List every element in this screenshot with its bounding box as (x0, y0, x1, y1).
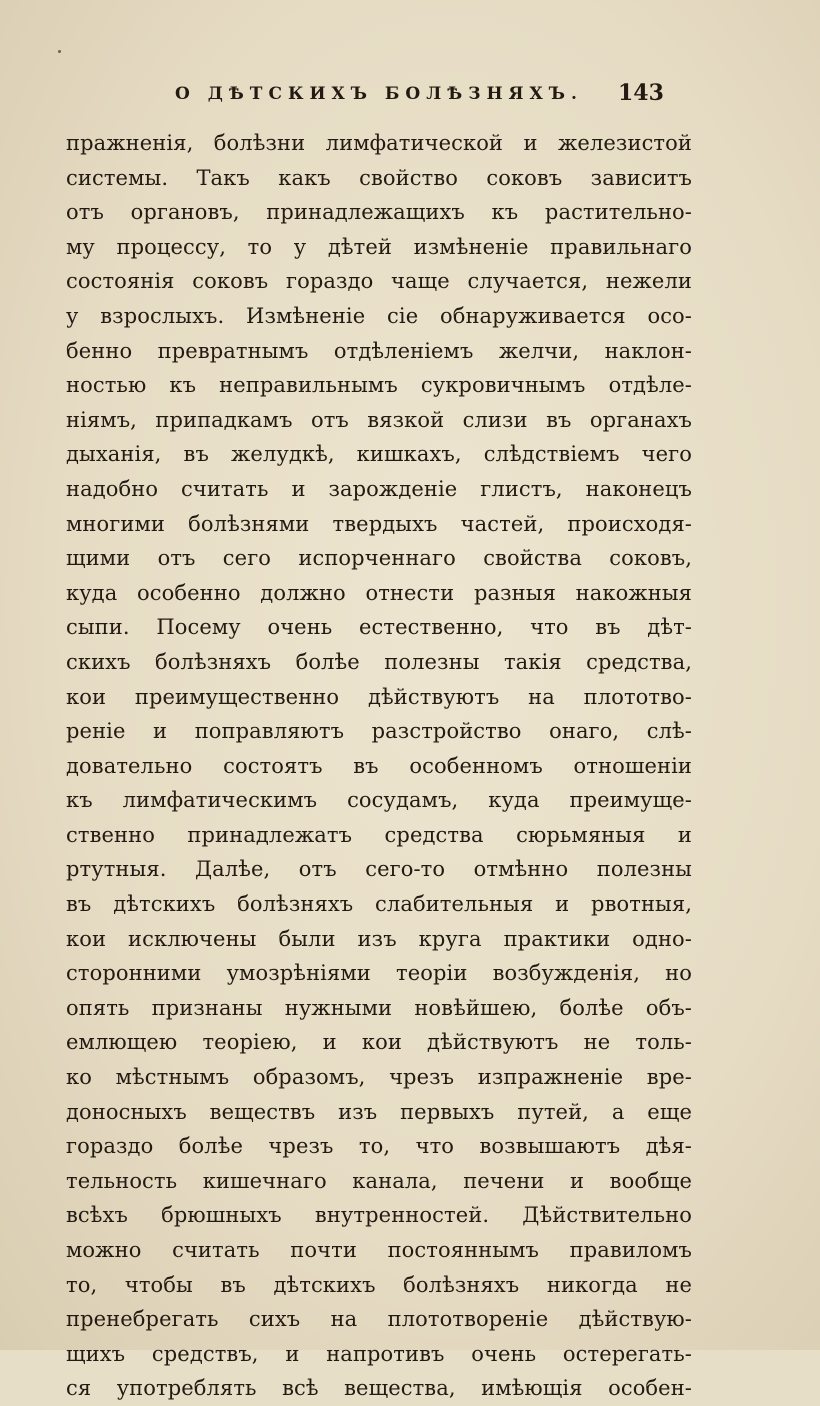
text-line: опять признаны нужными новѣйшею, болѣе объ- (66, 995, 692, 1020)
text-line: къ лимфатическимъ сосудамъ, куда преимуще- (66, 788, 692, 813)
running-title: О ДѢТСКИХЪ БОЛѢЗНЯХЪ. (175, 84, 583, 104)
text-line: то, чтобы въ дѣтскихъ болѣзняхъ никогда не (66, 1272, 692, 1297)
text-line: у взрослыхъ. Измѣненіе сіе обнаруживается осо- (66, 303, 692, 328)
text-line: отъ органовъ, принадлежащихъ къ растительно- (66, 200, 692, 225)
page-number: 143 (618, 80, 664, 106)
text-line: сыпи. Посему очень естественно, что въ дѣт- (66, 615, 692, 640)
text-line: бенно превратнымъ отдѣленіемъ желчи, наклон- (66, 338, 692, 363)
text-line: въ дѣтскихъ болѣзняхъ слабительныя и рвотныя, (66, 892, 692, 917)
text-line: емлющею теоріею, и кои дѣйствуютъ не толь- (66, 1030, 692, 1055)
text-line: дыханія, въ желудкѣ, кишкахъ, слѣдствіемъ чего (66, 442, 692, 467)
text-line: щихъ средствъ, и напротивъ очень остерегать- (66, 1341, 692, 1366)
text-line: системы. Такъ какъ свойство соковъ зависитъ (66, 165, 692, 190)
text-line: ся употреблять всѣ вещества, имѣющія особен- (66, 1376, 692, 1401)
text-line: ственно принадлежатъ средства сюрьмяныя и (66, 822, 692, 847)
text-line: тельность кишечнаго канала, печени и вообще (66, 1168, 692, 1193)
text-line: гораздо болѣе чрезъ то, что возвышаютъ дѣя- (66, 1134, 692, 1159)
text-line: реніе и поправляютъ разстройство онаго, слѣ- (66, 719, 692, 744)
text-line: сторонними умозрѣніями теоріи возбужденія, но (66, 961, 692, 986)
text-line: скихъ болѣзняхъ болѣе полезны такія средства, (66, 649, 692, 674)
text-line: пренебрегать сихъ на плототвореніе дѣйствую- (66, 1307, 692, 1332)
page-header (0, 80, 820, 120)
text-line: доносныхъ веществъ изъ первыхъ путей, а еще (66, 1099, 692, 1124)
text-line: ртутныя. Далѣе, отъ сего-то отмѣнно полезны (66, 857, 692, 882)
text-line: ко мѣстнымъ образомъ, чрезъ изпражненіе вре- (66, 1065, 692, 1090)
text-line: пражненія, болѣзни лимфатической и железистой (66, 131, 692, 155)
text-line: довательно состоятъ въ особенномъ отношеніи (66, 753, 692, 778)
text-line: кои преимущественно дѣйствуютъ на плототво- (66, 684, 692, 709)
text-line: ностью къ неправильнымъ сукровичнымъ отдѣле- (66, 373, 692, 398)
text-line: можно считать почти постояннымъ правиломъ (66, 1238, 692, 1262)
text-line: куда особенно должно отнести разныя накожныя (66, 580, 692, 605)
text-line: всѣхъ брюшныхъ внутренностей. Дѣйствительно (66, 1203, 692, 1228)
body-text (66, 126, 692, 1406)
text-line: многими болѣзнями твердыхъ частей, происходя- (66, 511, 692, 536)
text-line: ніямъ, припадкамъ отъ вязкой слизи въ органахъ (66, 407, 692, 432)
text-line: щими отъ сего испорченнаго свойства соковъ, (66, 546, 692, 571)
text-line: состоянія соковъ гораздо чаще случается, нежели (66, 269, 692, 294)
paper-speck (58, 50, 61, 53)
text-line: кои исключены были изъ круга практики одно- (66, 926, 692, 951)
text-line: му процессу, то у дѣтей измѣненіе правильнаго (66, 234, 692, 259)
text-line: надобно считать и зарожденіе глистъ, наконецъ (66, 476, 692, 501)
